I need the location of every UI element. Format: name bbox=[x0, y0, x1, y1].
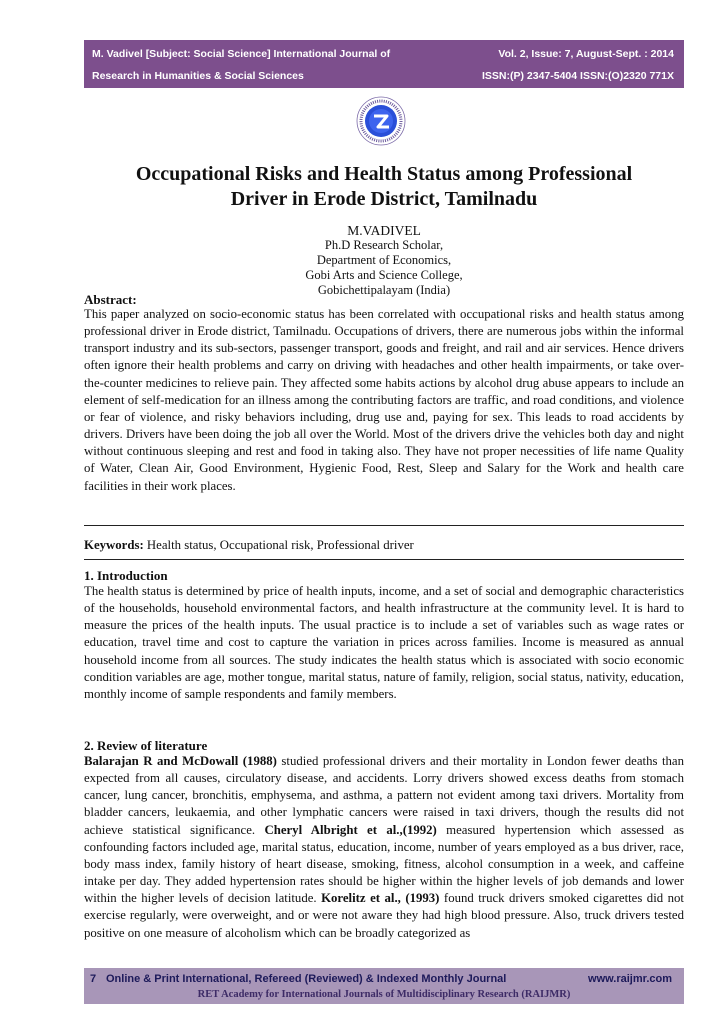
header-journal-line2: Research in Humanities & Social Sciences bbox=[92, 70, 304, 82]
keywords-line bbox=[84, 538, 684, 553]
paper-title-line2: Driver in Erode District, Tamilnadu bbox=[230, 188, 538, 210]
paper-title bbox=[84, 162, 684, 212]
header-issn: ISSN:(P) 2347-5404 ISSN:(O)2320 771X bbox=[481, 70, 674, 82]
review-sentence: measured hypertension which assessed as confounding factors included age, marital status, education, income, number of years employed as a bus driver, race, body mass index, family history of heart disease, smoking, fitness, alcohol consumption in a week, and caffeine intake per day. They added hypertension rates should be higher within the higher levels of job demands and lower within the higher levels of decision latitude. bbox=[84, 822, 684, 906]
journal-footer-bar bbox=[84, 968, 684, 1004]
section-heading-review: 2. Review of literature bbox=[84, 738, 208, 753]
header-journal-line1: M. Vadivel [Subject: Social Science] International Journal of bbox=[92, 48, 391, 60]
footer-journal-description: Online & Print International, Refereed (Reviewed) & Indexed Monthly Journal bbox=[106, 973, 507, 985]
citation: Balarajan R and McDowall (1988) bbox=[84, 754, 277, 768]
author-affiliation: Gobi Arts and Science College, bbox=[305, 268, 463, 282]
divider bbox=[84, 525, 684, 526]
review-sentence: studied professional drivers and their mortality in London fewer deaths than expected from all causes, circulatory disease, and accidents. Lorry drivers showed excess deaths from stomach cancer, lung cancer, bronchitis, emphysema, and asthma, a pattern not evident among taxi drivers. Mortality from bladder cancers, leukaemia, and other lymphatic cancers were raised in taxi drivers, though the results did not achieve statistical significance. bbox=[84, 754, 684, 837]
author-affiliation: Ph.D Research Scholar, bbox=[324, 238, 444, 252]
abstract-text: This paper analyzed on socio-economic status has been correlated with occupational risks and health status among professional driver in Erode district, Tamilnadu. Occupations of drivers, there are numerous jobs within the informal transport industry and its sub-sectors, passenger transport, goods and freight, and rail and air services. Hence drivers often ignore their health problems and carry on driving with headaches and other health impairments, or take over-the-counter medicines to relieve pain. They affected some habits actions by alcohol drug abuse appears to include an element of self-medication for an illness among the contributing factors are traffic, and road conditions, and violence or fear of violence, and risky behaviors including, drug use and, paying for sex. This leads to road accidents by drivers. Drivers have been doing the job all over the World. Most of the drivers drive the vehicles both day and night without continuous sleeping and rest and food in taking also. They have not proper necessities of life name Quality of Water, Clean Air, Good Environment, Hygienic Food, Rest, Sleep and Salary for the Work and health care facilities in their work places. bbox=[84, 307, 684, 493]
abstract-heading: Abstract: bbox=[84, 292, 137, 307]
page-number: 7 bbox=[90, 973, 97, 985]
author-name: M.VADIVEL bbox=[347, 223, 421, 238]
raijmr-logo-icon bbox=[356, 96, 406, 146]
divider bbox=[84, 559, 684, 560]
journal-header-bar bbox=[84, 40, 684, 88]
footer-publisher: RET Academy for International Journals of Multidisciplinary Research (RAIJMR) bbox=[197, 989, 571, 1000]
header-volume-issue: Vol. 2, Issue: 7, August-Sept. : 2014 bbox=[498, 48, 674, 60]
citation: Korelitz et al., (1993) bbox=[321, 891, 440, 906]
review-sentence: found truck drivers smoked cigarettes did not exercise regularly, were overweight, and or were not aware they had high blood pressure. Also, truck drivers tested positive on one measure of alcoholism which can be broadly categorized as bbox=[84, 891, 684, 940]
review-text bbox=[84, 753, 684, 942]
author-block bbox=[84, 223, 684, 298]
introduction-text: The health status is determined by price of health inputs, income, and a set of social and demographic characteristics of the households, household environmental factors, and health infrastructure at the community level. It is hard to measure the prices of the health inputs. The usual practice is to include a set of variables such as wage rates or education, travel time and cost to capture the variation in prices across families. Income is measured as annual household income from all sources. The study indicates the health status which is associated with socio economic condition variables are age, mother tongue, marital status, nature of family, religion, social status, nativity, education, monthly income of sample respondents and family members. bbox=[84, 584, 684, 701]
section-heading-introduction: 1. Introduction bbox=[84, 568, 168, 583]
citation: Cheryl Albright et al.,(1992) bbox=[264, 822, 437, 837]
author-affiliation: Department of Economics, bbox=[316, 253, 452, 267]
author-affiliation: Gobichettipalayam (India) bbox=[317, 283, 451, 297]
keywords-label: Keywords: bbox=[84, 538, 144, 552]
paper-title-line1: Occupational Risks and Health Status among Professional bbox=[135, 163, 633, 185]
footer-website-link[interactable]: www.raijmr.com bbox=[588, 973, 672, 985]
keywords-text: Health status, Occupational risk, Professional driver bbox=[143, 538, 414, 552]
